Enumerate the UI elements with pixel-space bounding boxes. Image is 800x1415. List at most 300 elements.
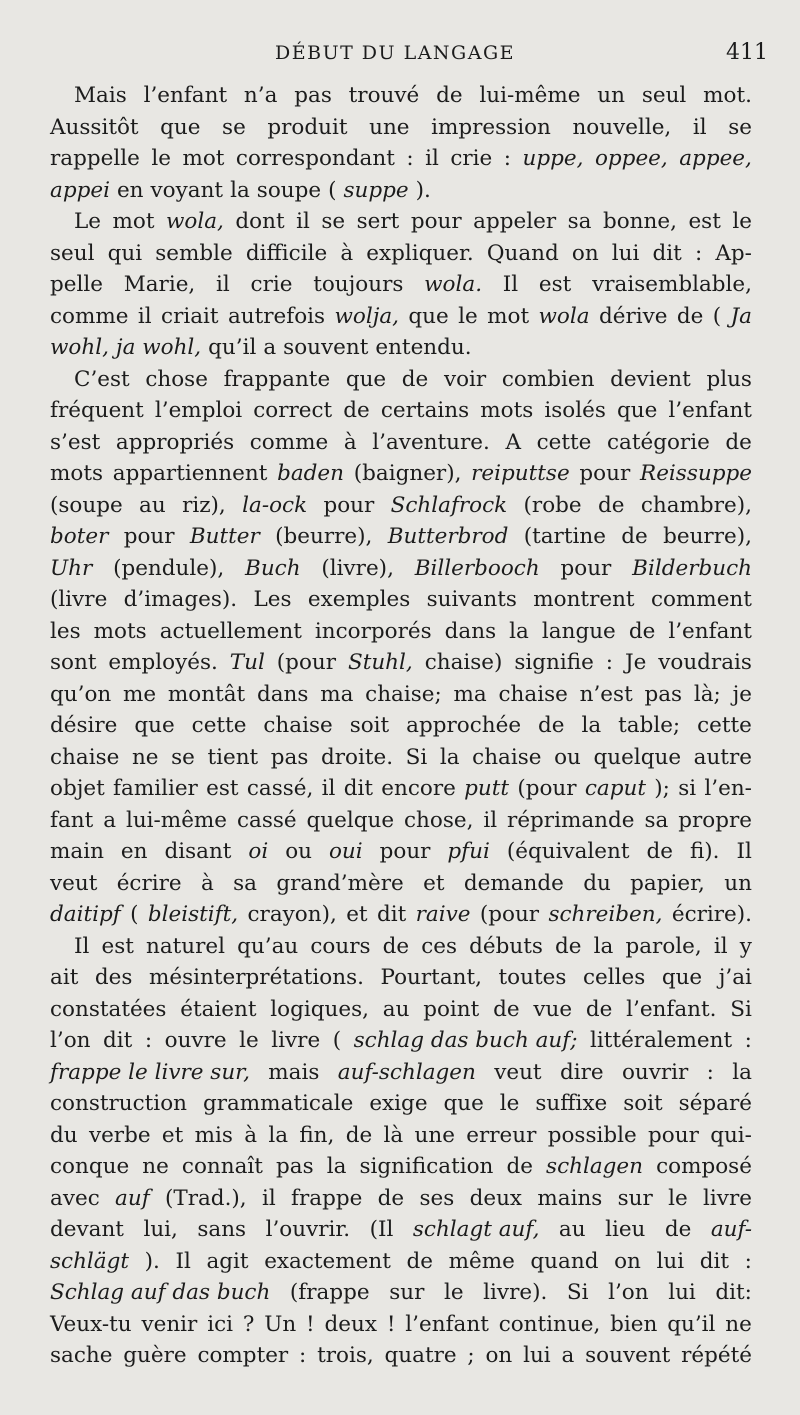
word: pelle — [50, 272, 103, 297]
word: dans — [256, 681, 309, 707]
word: agit — [206, 1248, 249, 1274]
word: de — [538, 713, 565, 738]
word: mésinterprétations. — [149, 965, 364, 990]
word: il — [296, 209, 310, 234]
word: bleistift, — [147, 902, 239, 927]
word: Veux-tu — [50, 1311, 132, 1337]
word: Bilderbuch — [632, 555, 752, 581]
word: ses — [419, 1185, 455, 1211]
word: le — [499, 1091, 520, 1116]
text-line — [50, 143, 752, 175]
word: le — [732, 209, 752, 234]
word: la — [230, 177, 250, 203]
text-line — [50, 427, 752, 459]
word: daitipf — [50, 902, 121, 927]
text-line — [50, 1277, 752, 1309]
word: frappante — [223, 366, 331, 392]
word: table; — [618, 713, 681, 738]
word: voudrais — [658, 650, 752, 675]
text-line — [50, 962, 752, 994]
word: auf-schlagen — [337, 1059, 476, 1085]
word: verbe — [88, 1122, 151, 1148]
word: langue — [541, 618, 616, 644]
word: lui — [611, 240, 640, 266]
text-line — [50, 1120, 752, 1152]
word: devant — [50, 1217, 124, 1242]
word: (pour — [479, 902, 540, 927]
word: Si — [405, 744, 428, 770]
text-line — [50, 679, 752, 711]
text-line — [50, 238, 752, 270]
word: un — [597, 83, 625, 108]
word: il — [216, 272, 230, 297]
word: qu’il — [208, 335, 257, 360]
word: nouvelle, — [572, 114, 672, 140]
word: toutes — [498, 965, 567, 990]
word: réprimande — [507, 807, 635, 833]
word: que — [134, 713, 175, 738]
word: dérive — [598, 303, 668, 329]
word: ouvre — [164, 1028, 227, 1053]
word: Ja — [730, 303, 752, 329]
text-line — [50, 364, 752, 396]
word: ja wohl, — [115, 335, 202, 360]
word: putt — [464, 776, 510, 801]
word: appeler — [473, 209, 557, 234]
word: Je — [624, 650, 647, 675]
word: : — [694, 240, 703, 266]
word: dit — [652, 240, 682, 266]
word: fi). — [689, 839, 720, 864]
word: ouvrir — [621, 1059, 689, 1085]
word: wola, — [166, 209, 224, 234]
word: sa — [644, 807, 669, 833]
word: pour — [410, 209, 462, 234]
word: ces — [421, 933, 458, 959]
word: il — [261, 1185, 276, 1211]
word: dit — [376, 902, 407, 927]
word: Reissuppe — [640, 461, 752, 486]
word: Si — [566, 1280, 589, 1305]
word: exactement — [264, 1248, 391, 1274]
word: de — [621, 524, 648, 549]
word: de — [506, 1154, 533, 1179]
word: certains — [380, 398, 470, 423]
word: erreur — [466, 1122, 537, 1148]
word: ( — [712, 303, 722, 329]
word: comme — [249, 429, 329, 455]
word: l’aventure. — [372, 429, 490, 455]
word: de — [598, 492, 625, 518]
word: Il — [175, 1248, 191, 1274]
word: chambre), — [640, 492, 752, 518]
word: soupe — [256, 177, 322, 203]
word: oi — [248, 839, 269, 864]
word: signifie — [514, 650, 594, 675]
word: employés. — [108, 650, 218, 675]
word: lui, — [143, 1217, 178, 1242]
word: que — [443, 1091, 484, 1116]
word: cette — [697, 713, 752, 738]
word: sur — [617, 1185, 653, 1211]
word: mots — [480, 398, 534, 423]
word: appee, — [679, 146, 752, 171]
word: le — [458, 303, 478, 329]
text-line — [50, 773, 752, 805]
word: la — [732, 1059, 752, 1085]
word: auf- — [710, 1217, 752, 1242]
word: vue — [533, 996, 573, 1022]
word: ! — [386, 1311, 396, 1337]
text-line — [50, 1246, 752, 1278]
word: cette — [191, 713, 247, 738]
word: Uhr — [50, 555, 93, 581]
word: (pour — [276, 650, 337, 675]
word: de — [585, 996, 613, 1022]
word: lieu — [605, 1217, 646, 1242]
word: rappelle — [50, 146, 140, 171]
word: ne — [725, 1311, 752, 1337]
word: droite. — [321, 744, 394, 770]
word: quelque — [593, 744, 682, 770]
word: au — [558, 1217, 586, 1242]
word: il — [713, 933, 728, 959]
word: il — [692, 114, 707, 140]
word: quand — [530, 1248, 599, 1274]
word: raive — [415, 902, 471, 927]
word: pour — [123, 524, 175, 549]
word: bonne, — [602, 209, 677, 234]
word: j’ai — [718, 965, 752, 990]
text-line — [50, 1183, 752, 1215]
word: Ap- — [715, 240, 752, 266]
text-line — [50, 1088, 752, 1120]
word: encore — [381, 776, 456, 801]
word: Mais — [74, 83, 127, 108]
word: crie — [450, 146, 493, 171]
text-line — [50, 80, 752, 112]
word: l’enfant — [668, 398, 752, 423]
word: même — [448, 1248, 515, 1274]
word: l’on — [608, 1280, 649, 1305]
word: appropriés — [115, 429, 235, 455]
word: expliquer. — [366, 240, 474, 266]
word: lui-même — [479, 83, 581, 108]
word: ou — [554, 744, 581, 770]
word: du — [50, 1122, 78, 1148]
text-line — [50, 584, 752, 616]
word: chose — [145, 366, 208, 392]
word: montât — [167, 681, 246, 707]
word: de — [343, 398, 370, 423]
word: pas — [276, 1154, 314, 1179]
word: l’emploi — [154, 398, 243, 423]
word: Pourtant, — [380, 965, 482, 990]
word: conque — [50, 1154, 130, 1179]
word: a — [103, 807, 117, 833]
word: chose, — [404, 807, 474, 833]
word: montrent — [533, 587, 635, 612]
text-line — [50, 301, 752, 333]
word: pas — [270, 744, 309, 770]
word: ma — [453, 681, 487, 707]
word: mis — [194, 1122, 233, 1148]
word: wola — [538, 303, 590, 329]
word: pour — [560, 555, 612, 581]
word: disant — [164, 839, 232, 864]
word: boter — [50, 524, 109, 549]
word: trois, — [317, 1343, 374, 1368]
word: de — [436, 83, 463, 108]
text-line — [50, 206, 752, 238]
word: de — [646, 839, 673, 864]
word: Tul — [229, 650, 265, 675]
word: est — [688, 209, 721, 234]
word: cassé — [236, 807, 297, 833]
word: appei — [50, 177, 110, 203]
word: la — [326, 1154, 347, 1179]
word: Schlag auf das buch — [50, 1280, 271, 1305]
word: de — [555, 933, 582, 959]
word: Schlafrock — [390, 492, 508, 518]
word: semble — [155, 240, 233, 266]
word: que — [408, 303, 449, 329]
word: mais — [268, 1059, 320, 1085]
text-line — [50, 458, 752, 490]
word: schlag das buch auf; — [353, 1028, 578, 1053]
word: a — [263, 335, 277, 360]
word: et — [346, 902, 368, 927]
word: composé — [656, 1154, 752, 1179]
word: constatées — [50, 996, 167, 1022]
page-header — [50, 40, 768, 74]
word: Billerbooch — [414, 555, 540, 581]
word: Stuhl, — [347, 650, 413, 675]
word: auf — [115, 1185, 150, 1211]
word: une — [369, 114, 410, 140]
word: dit — [343, 776, 373, 801]
word: caput — [584, 776, 646, 801]
word: l’ouvrir. — [265, 1217, 351, 1242]
word: papier, — [630, 870, 705, 896]
word: n’est — [579, 681, 633, 707]
text-line — [50, 1214, 752, 1246]
word: lui — [523, 1343, 551, 1368]
text-line — [50, 616, 752, 648]
word: ). — [144, 1248, 160, 1274]
word: naturel — [146, 933, 226, 959]
paragraph — [50, 364, 752, 931]
word: ? — [242, 1311, 255, 1337]
word: pas — [294, 83, 332, 108]
word: Aussitôt — [50, 114, 139, 140]
word: sa — [233, 870, 257, 896]
word: exemples — [307, 587, 411, 612]
word: fant — [50, 807, 94, 833]
word: cette — [536, 429, 592, 455]
word: cours — [310, 933, 371, 959]
word: dont — [235, 209, 285, 234]
word: objet — [50, 776, 105, 801]
word: lui — [668, 1280, 696, 1305]
word: vraisemblable, — [592, 272, 752, 297]
word: écrire — [116, 870, 182, 896]
word: (livre — [50, 587, 108, 612]
word: ( — [130, 902, 139, 927]
word: l’enfant — [668, 618, 752, 644]
word: (pour — [517, 776, 577, 801]
word: quatre — [384, 1343, 457, 1368]
word: (soupe — [50, 492, 123, 518]
word: sache — [50, 1343, 113, 1368]
word: deux — [469, 1185, 523, 1211]
word: livre — [703, 1185, 752, 1211]
word: schlagen — [546, 1154, 643, 1179]
word: le — [239, 1028, 259, 1053]
word: actuellement — [159, 618, 302, 644]
word: de — [628, 618, 656, 644]
word: si — [678, 776, 697, 801]
text-line — [50, 175, 752, 207]
word: ; — [467, 1343, 475, 1368]
word: correspondant — [235, 146, 395, 171]
word: ). — [415, 177, 431, 203]
word: ici — [207, 1311, 233, 1337]
word: n’a — [243, 83, 278, 108]
word: un — [724, 870, 752, 896]
word: veut — [494, 1059, 542, 1085]
word: pour — [323, 492, 375, 518]
word: est — [538, 272, 572, 297]
word: de — [345, 1122, 373, 1148]
word: désire — [50, 713, 118, 738]
word: appartiennent — [112, 461, 268, 486]
word: compter — [197, 1343, 289, 1368]
word: A — [505, 429, 521, 455]
word: approchée — [406, 713, 522, 738]
word: : — [744, 1028, 752, 1053]
word: crayon), — [247, 902, 337, 927]
word: entendu. — [375, 335, 472, 360]
word: schlägt — [50, 1248, 130, 1274]
text-line — [50, 521, 752, 553]
word: lui — [656, 1248, 685, 1274]
word: fin, — [299, 1122, 335, 1148]
word: : — [605, 650, 614, 675]
running-head: DÉBUT DU LANGAGE — [275, 42, 515, 64]
word: grammaticale — [202, 1091, 354, 1116]
word: ne — [142, 1154, 169, 1179]
word: la — [581, 713, 602, 738]
word: oui — [328, 839, 363, 864]
word: comment — [650, 587, 752, 612]
word: la-ock — [242, 492, 308, 518]
word: la — [509, 618, 529, 644]
word: combien — [501, 366, 595, 392]
word: sans — [197, 1217, 247, 1242]
word: pfui — [447, 839, 490, 864]
word: toujours — [313, 272, 404, 297]
word: à — [340, 240, 354, 266]
word: pour — [379, 839, 431, 864]
word: mots — [50, 461, 104, 486]
word: ne — [131, 744, 159, 770]
word: l’enfant — [143, 83, 228, 108]
word: d’images). — [123, 587, 238, 612]
word: livre — [271, 1028, 321, 1053]
word: mains — [537, 1185, 603, 1211]
word: Quand — [486, 240, 559, 266]
word: s’est — [50, 429, 101, 455]
text-line — [50, 742, 752, 774]
word: signification — [359, 1154, 494, 1179]
word: mot — [487, 303, 530, 329]
text-line — [50, 332, 752, 364]
word: impression — [431, 114, 551, 140]
word: chaise) — [424, 650, 503, 675]
word: est — [101, 933, 134, 959]
word: (frappe — [289, 1280, 370, 1305]
word: point — [423, 996, 480, 1022]
word: isolés — [544, 398, 606, 423]
word: est — [206, 776, 239, 801]
word: fréquent — [50, 398, 144, 423]
word: possible — [547, 1122, 637, 1148]
word: de — [406, 1248, 433, 1274]
word: bien — [610, 1311, 658, 1337]
word: que — [160, 114, 201, 140]
word: qui — [107, 240, 143, 266]
word: dit — [699, 1248, 729, 1274]
word: souvent — [585, 1343, 671, 1368]
word: chaise — [472, 744, 542, 770]
word: il — [137, 303, 152, 329]
word: lui-même — [125, 807, 228, 833]
word: : — [503, 146, 512, 171]
word: dit: — [715, 1280, 752, 1305]
word: Il — [736, 839, 752, 864]
word: Le — [74, 209, 102, 234]
word: y — [739, 933, 752, 959]
word: sur — [389, 1280, 425, 1305]
text-line — [50, 1057, 752, 1089]
word: sont — [50, 650, 97, 675]
word: au — [382, 996, 410, 1022]
word: (livre), — [321, 555, 394, 581]
word: se — [222, 114, 246, 140]
word: parole, — [625, 933, 702, 959]
word: exige — [369, 1091, 428, 1116]
word: uppe, — [522, 146, 584, 171]
word: je — [732, 681, 752, 707]
word: quelque — [306, 807, 395, 833]
word: Un — [264, 1311, 297, 1337]
word: dans — [444, 618, 497, 644]
word: : — [299, 1343, 307, 1368]
word: Les — [253, 587, 292, 612]
text-line — [50, 868, 752, 900]
text-line — [50, 395, 752, 427]
word: veut — [50, 870, 98, 896]
word: schreiben, — [548, 902, 663, 927]
word: continue, — [498, 1311, 601, 1337]
paragraph — [50, 206, 752, 364]
word: on — [571, 240, 599, 266]
word: construction — [50, 1091, 187, 1116]
word: on — [485, 1343, 513, 1368]
text-line — [50, 1025, 752, 1057]
word: ma — [320, 681, 354, 707]
